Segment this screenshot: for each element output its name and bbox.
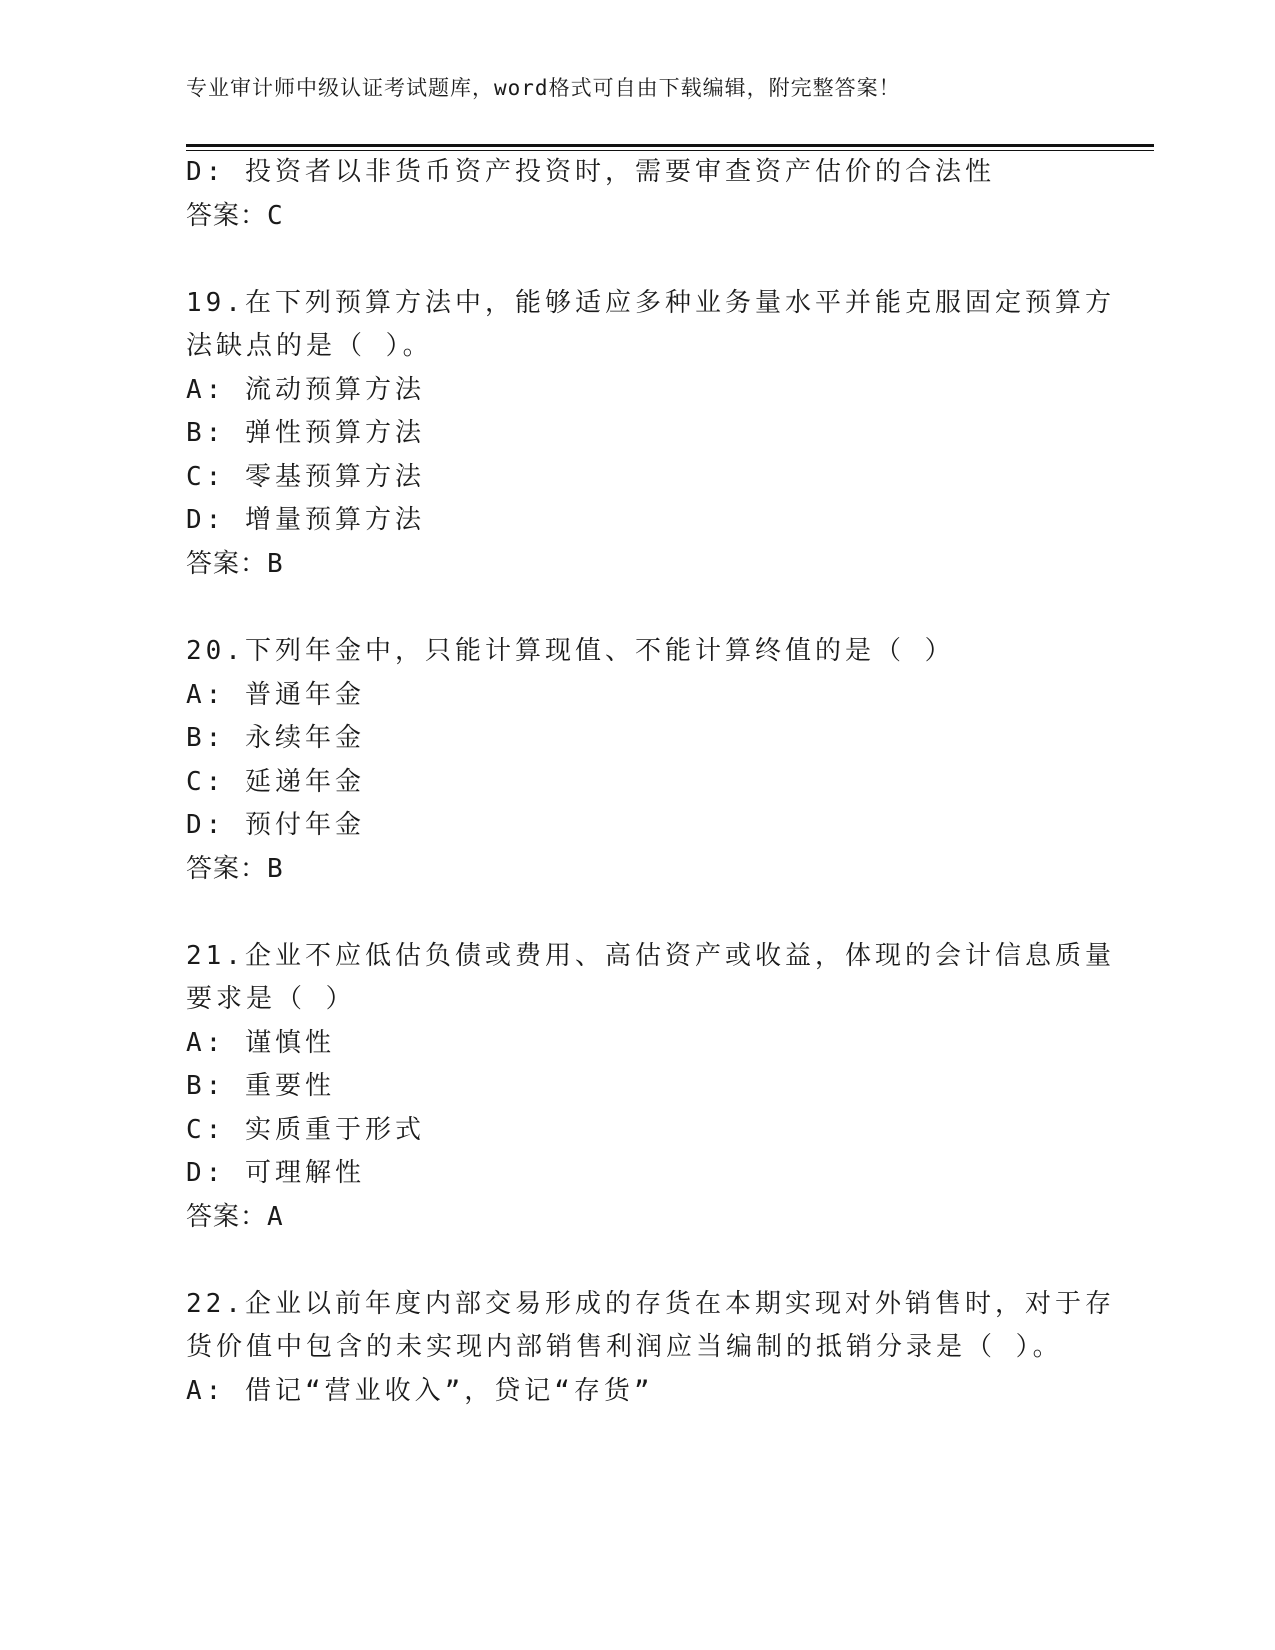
q22-stem-line-1: 22.企业以前年度内部交易形成的存货在本期实现对外销售时，对于存 <box>186 1289 1115 1319</box>
header-divider-thin <box>186 150 1154 151</box>
q20-option-a: A: 普通年金 <box>186 680 365 710</box>
answer-value: B <box>267 854 284 884</box>
q19-stem-line-1: 19.在下列预算方法中，能够适应多种业务量水平并能克服固定预算方 <box>186 288 1115 318</box>
header-divider-thick <box>186 144 1154 147</box>
q20-option-b: B: 永续年金 <box>186 723 365 753</box>
q19-option-b: B: 弹性预算方法 <box>186 418 425 448</box>
q21-option-d: D: 可理解性 <box>186 1158 365 1188</box>
q22-stem-line-2: 货价值中包含的未实现内部销售利润应当编制的抵销分录是（ ）。 <box>186 1332 1063 1362</box>
q21-option-a: A: 谨慎性 <box>186 1028 335 1058</box>
answer-value: B <box>267 549 284 579</box>
q21-option-c: C: 实质重于形式 <box>186 1115 425 1145</box>
q20-stem-line-1: 20.下列年金中，只能计算现值、不能计算终值的是（ ） <box>186 636 955 666</box>
q19-option-a: A: 流动预算方法 <box>186 375 425 405</box>
q19-answer <box>186 547 284 581</box>
answer-value: A <box>267 1202 284 1232</box>
answer-label: 答案： <box>186 854 268 884</box>
q20-option-c: C: 延递年金 <box>186 767 365 797</box>
q21-option-b: B: 重要性 <box>186 1071 335 1101</box>
q20-answer <box>186 852 284 886</box>
prev-answer <box>186 199 284 233</box>
answer-label: 答案： <box>186 1202 268 1232</box>
q21-answer <box>186 1200 284 1234</box>
q19-option-c: C: 零基预算方法 <box>186 462 425 492</box>
prev-option-d: D: 投资者以非货币资产投资时，需要审查资产估价的合法性 <box>186 157 995 187</box>
answer-label: 答案： <box>186 549 268 579</box>
q21-stem-line-1: 21.企业不应低估负债或费用、高估资产或收益，体现的会计信息质量 <box>186 941 1115 971</box>
answer-label: 答案： <box>186 201 268 231</box>
q19-stem-line-2: 法缺点的是（ ）。 <box>186 331 433 361</box>
page-header: 专业审计师中级认证考试题库，word格式可自由下载编辑，附完整答案！ <box>186 76 901 100</box>
q22-option-a: A: 借记“营业收入”，贷记“存货” <box>186 1376 654 1406</box>
answer-value: C <box>267 201 284 231</box>
q19-option-d: D: 增量预算方法 <box>186 505 425 535</box>
q21-stem-line-2: 要求是（ ） <box>186 984 356 1014</box>
q20-option-d: D: 预付年金 <box>186 810 365 840</box>
